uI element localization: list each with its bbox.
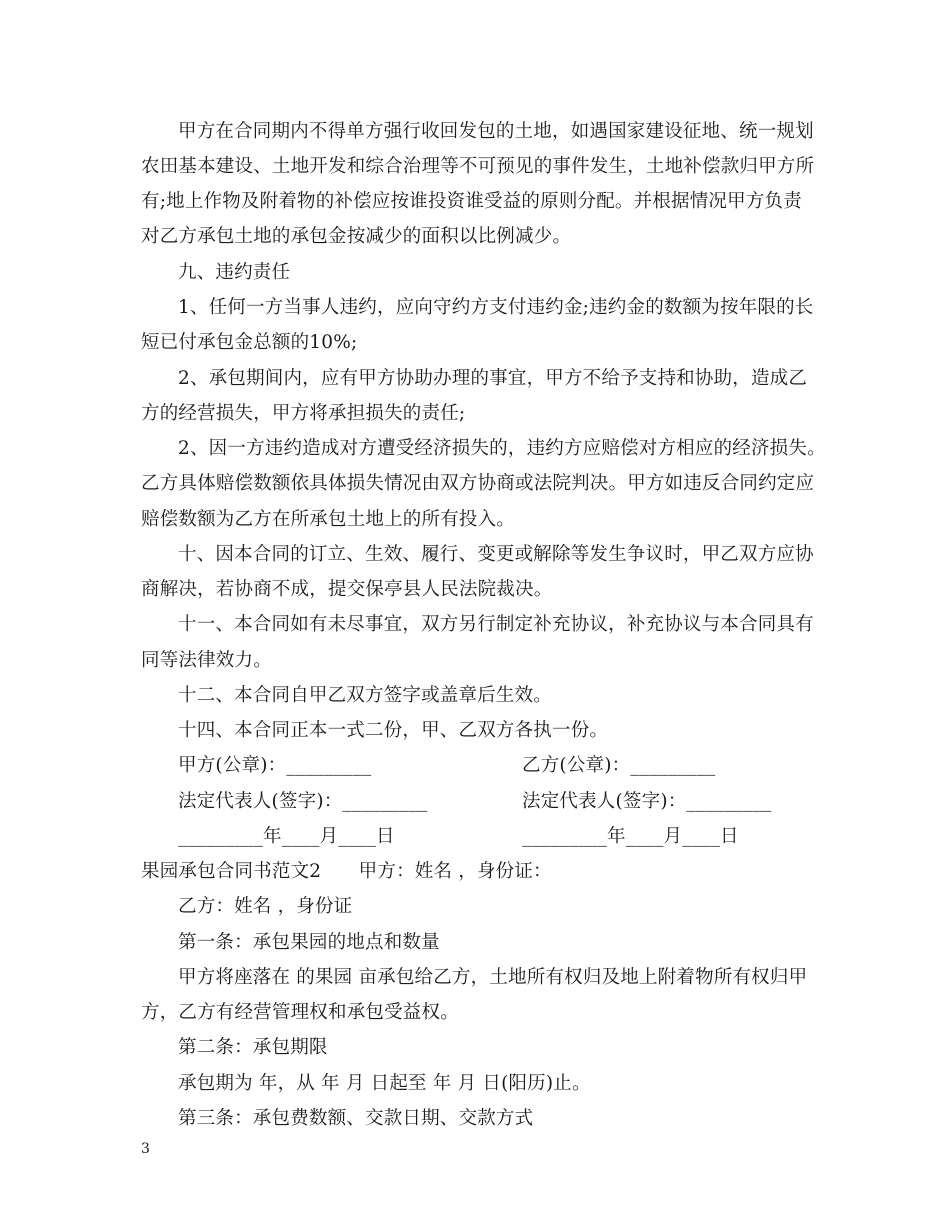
land-paragraph-line-3: 有;地上作物及附着物的补偿应按谁投资谁受益的原则分配。并根据情况甲方负责 (141, 191, 802, 212)
article-1-line-1: 甲方将座落在 的果园 亩承包给乙方，土地所有权归及地上附着物所有权归甲 (178, 967, 808, 988)
party-b-representative-field: 法定代表人(签字)：_________ (522, 791, 772, 812)
party-a-representative-field: 法定代表人(签字)：_________ (178, 791, 428, 812)
party-b-date-field: _________年____月____日 (522, 826, 739, 847)
clause-9-2a-line-2: 方的经营损失，甲方将承担损失的责任; (141, 403, 466, 424)
section-10-line-2: 商解决，若协商不成，提交保亭县人民法院裁决。 (141, 579, 553, 600)
land-paragraph-line-2: 农田基本建设、土地开发和综合治理等不可预见的事件发生，土地补偿款归甲方所 (141, 156, 815, 177)
clause-9-2a-line-1: 2、承包期间内，应有甲方协助办理的事宜，甲方不给予支持和协助，造成乙 (178, 368, 808, 389)
party-b-seal-field: 乙方(公章)：_________ (522, 755, 716, 776)
article-3-heading: 第三条：承包费数额、交款日期、交款方式 (178, 1108, 534, 1129)
article-1-line-2: 方，乙方有经营管理权和承包受益权。 (141, 1002, 459, 1023)
section-9-heading: 九、违约责任 (178, 262, 291, 283)
land-paragraph-line-1: 甲方在合同期内不得单方强行收回发包的土地，如遇国家建设征地、统一规划 (178, 121, 814, 142)
clause-9-2b-line-2: 乙方具体赔偿数额依具体损失情况由双方协商或法院判决。甲方如违反合同约定应 (141, 473, 815, 494)
sample-2-title-line: 果园承包合同书范文2 甲方：姓名 ，身份证： (141, 861, 552, 882)
clause-9-2b-line-3: 赔偿数额为乙方在所承包土地上的所有投入。 (141, 509, 516, 530)
clause-9-2b-line-1: 2、因一方违约造成对方遭受经济损失的，违约方应赔偿对方相应的经济损失。 (178, 438, 826, 459)
article-2-heading: 第二条：承包期限 (178, 1037, 328, 1058)
section-12: 十二、本合同自甲乙双方签字或盖章后生效。 (178, 685, 553, 706)
party-a-seal-field: 甲方(公章)：_________ (178, 755, 372, 776)
article-2-body: 承包期为 年，从 年 月 日起至 年 月 日(阳历)止。 (178, 1073, 591, 1094)
section-14: 十四、本合同正本一式二份，甲、乙双方各执一份。 (178, 720, 609, 741)
clause-9-1-line-1: 1、任何一方当事人违约，应向守约方支付违约金;违约金的数额为按年限的长 (178, 297, 814, 318)
party-a-date-field: _________年____月____日 (178, 826, 395, 847)
article-1-heading: 第一条：承包果园的地点和数量 (178, 932, 440, 953)
section-10-line-1: 十、因本合同的订立、生效、履行、变更或解除等发生争议时，甲乙双方应协 (178, 544, 814, 565)
page-number: 3 (141, 1141, 150, 1157)
land-paragraph-line-4: 对乙方承包土地的承包金按减少的面积以比例减少。 (141, 226, 572, 247)
section-11-line-2: 同等法律效力。 (141, 650, 272, 671)
clause-9-1-line-2: 短已付承包金总额的10%; (141, 332, 358, 353)
sample-2-party-b: 乙方：姓名 ，身份证 (178, 896, 353, 917)
section-11-line-1: 十一、本合同如有未尽事宜，双方另行制定补充协议，补充协议与本合同具有 (178, 614, 814, 635)
